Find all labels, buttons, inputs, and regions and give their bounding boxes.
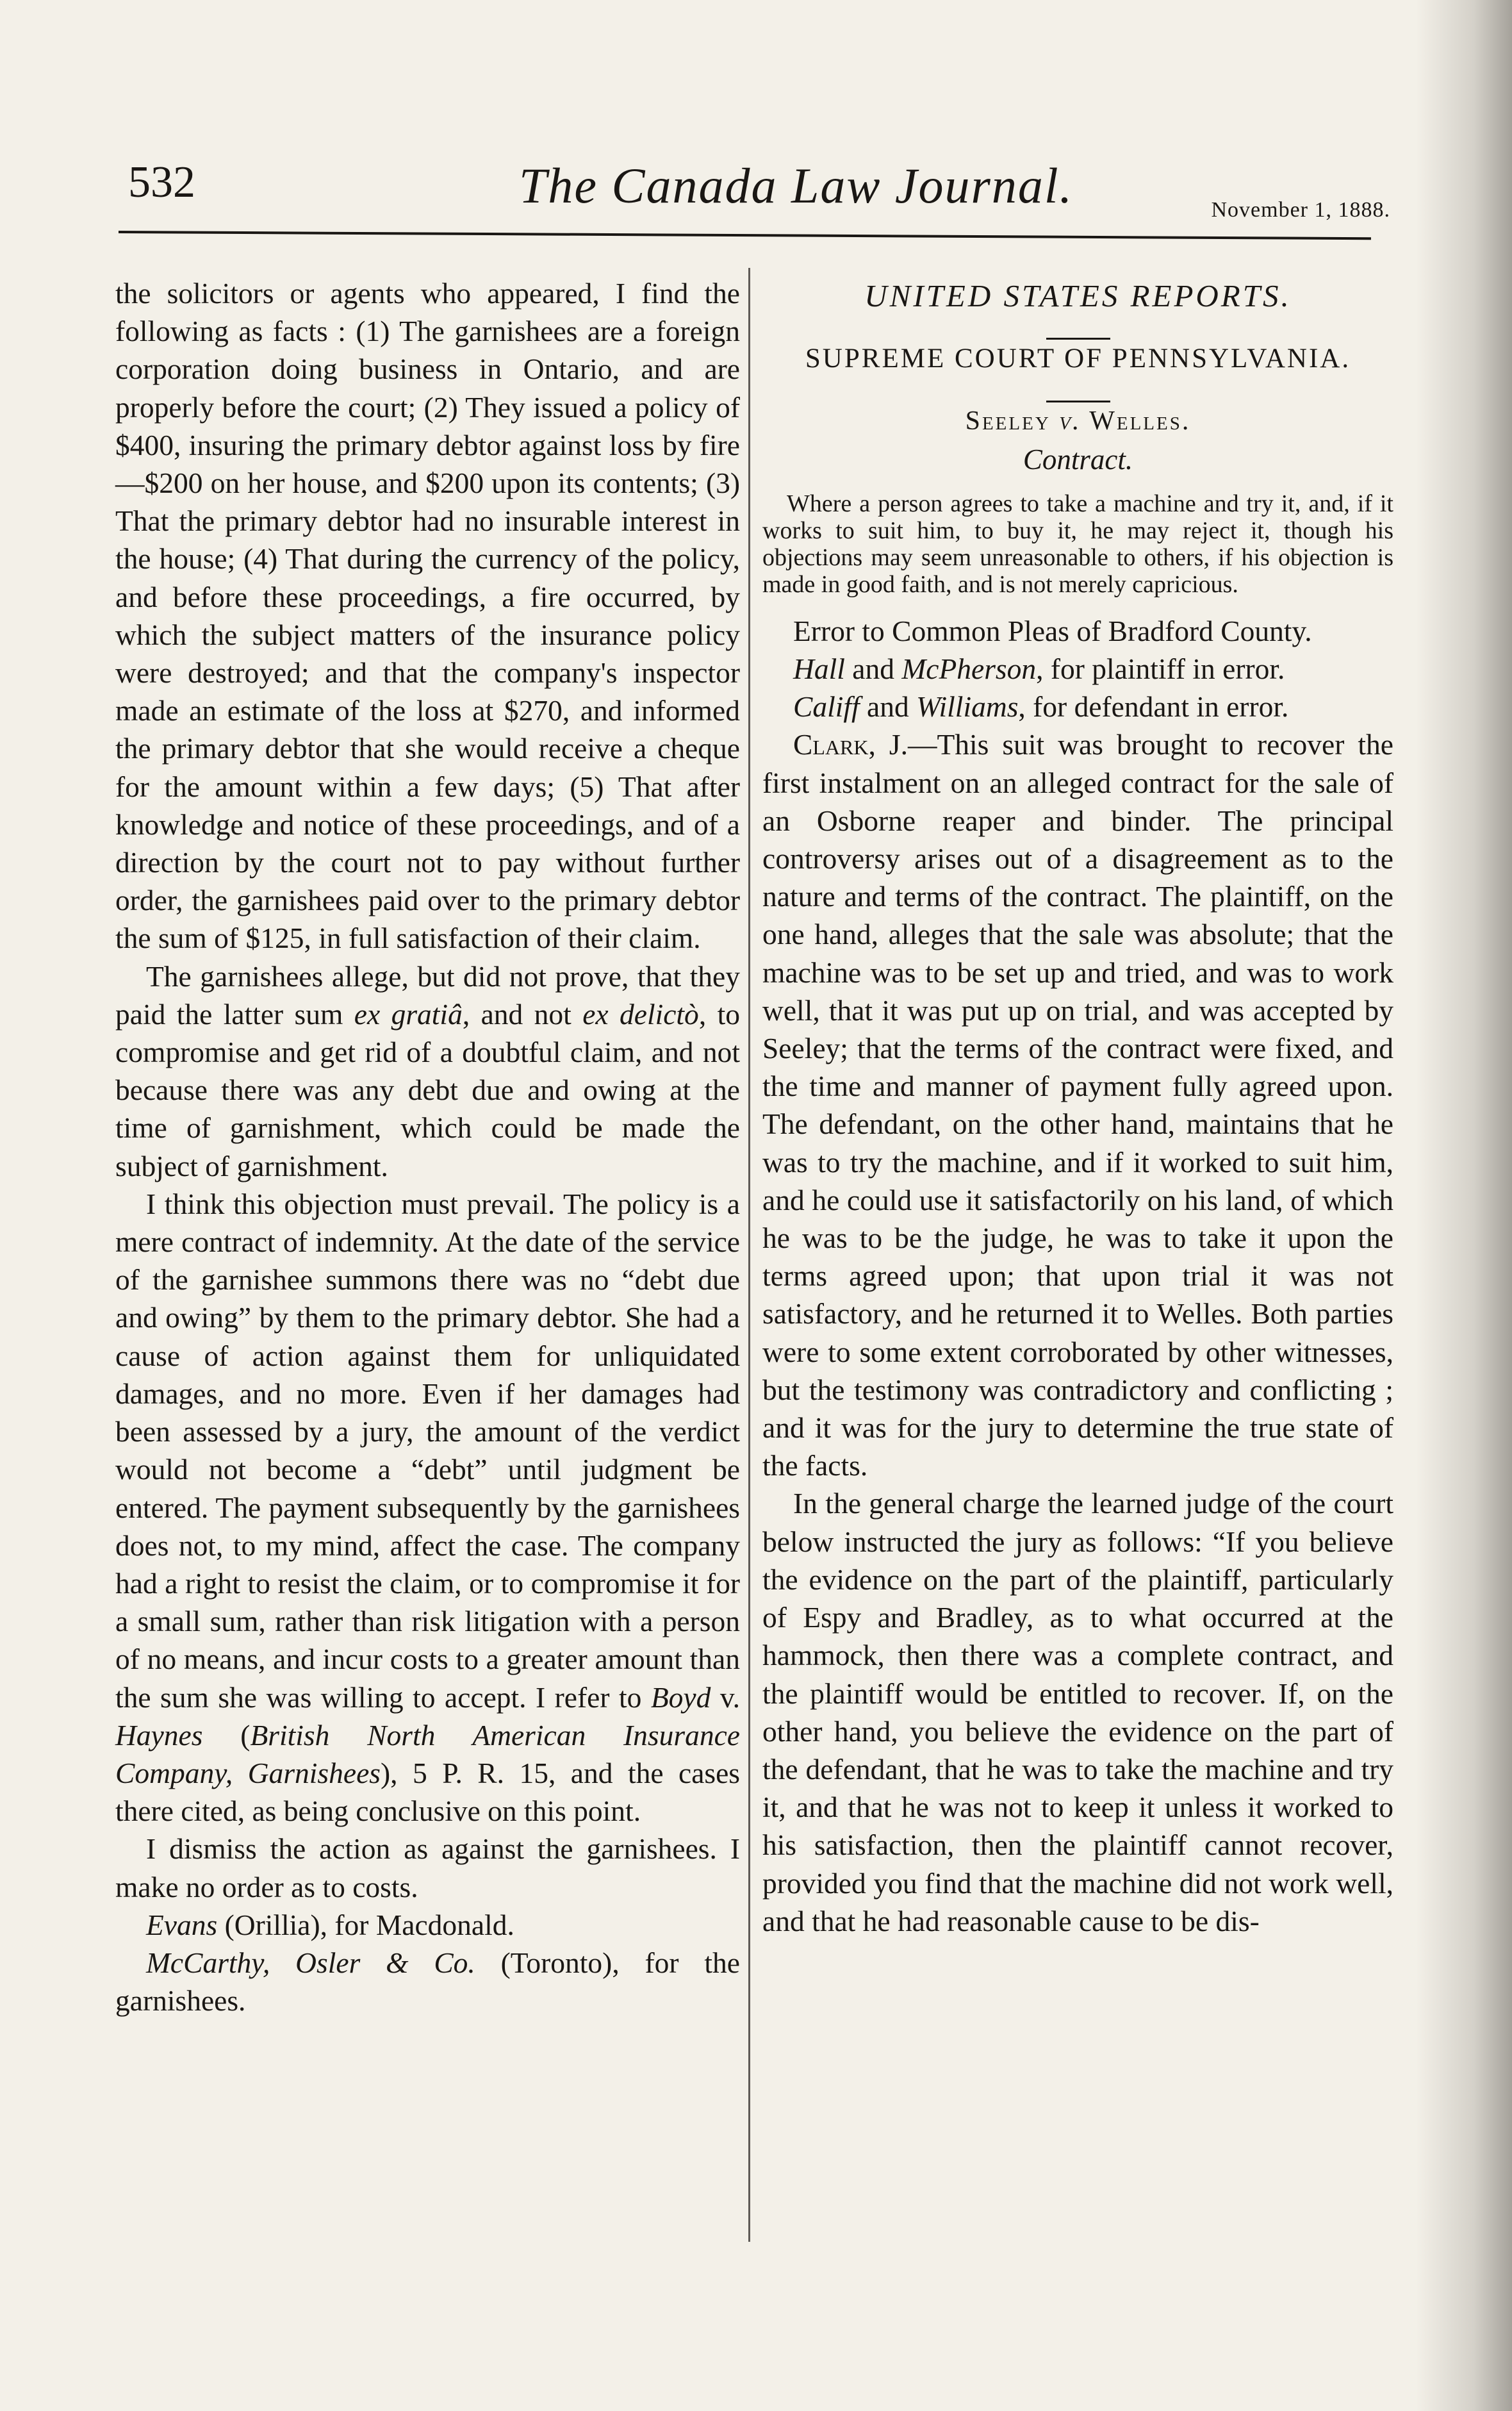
- disposition-paragraph: I dismiss the action as against the garnishees. I make no order as to costs.: [115, 1832, 740, 1903]
- counsel-line-garnishees: McCarthy, Osler & Co. (Toronto), for the garnishees.: [115, 1946, 740, 2017]
- counsel-line-defendant: Califf and Williams, for defendant in error.: [793, 690, 1289, 724]
- journal-title: The Canada Law Journal.: [519, 158, 1074, 213]
- allegation-paragraph: The garnishees allege, but did not prove, that they paid the latter sum ex gratiâ, and not ex delictò, to compromise and get rid of a doubtful claim, and not because there was any debt due and owing at the time of garnishment, which could be made the subject of garnishment.: [115, 959, 740, 1182]
- section-title: UNITED STATES REPORTS.: [864, 278, 1292, 313]
- court-name: SUPREME COURT OF PENNSYLVANIA.: [805, 344, 1351, 374]
- case-name: Seeley v. Welles.: [965, 406, 1191, 436]
- facts-paragraph: the solicitors or agents who appeared, I find the following as facts : (1) The garnishees are a foreign corporation doing business in Ontario, and are properly before the court; (2) They issued a policy of $400, insuring the primary debtor against loss by fire—$200 on her house, and $200 upon its contents; (3) That the primary debtor had no insurable interest in the house; (4) That during the currency of the policy, and before these proceedings, a fire occurred, by which the subject matters of the insurance policy were destroyed; and that the company's inspector made an estimate of the loss at $270, and informed the primary debtor that she would receive a cheque for the amount within a few days; (5) That after knowledge and notice of these proceedings, and of a direction by the court not to pay without further order, the garnishees paid over to the primary debtor the sum of $125, in full satisfaction of their claim.: [115, 277, 740, 955]
- page-header: [122, 157, 1390, 234]
- jury-charge-paragraph: In the general charge the learned judge of the court below instructed the jury as follows: “If you believe the evidence on the part of the plaintiff, particularly of Espy and Bradley, as to what occurred at the hammock, then there was a complete contract, and the plaintiff would be entitled to recover. If, on the other hand, you believe the evidence on the part of the defendant, that he was to take the machine and try it, and that he was not to keep it unless it worked to his satisfaction, then the plaintiff cannot recover, provided you find that the machine did not work well, and that he had reasonable cause to be dis-: [762, 1487, 1393, 1937]
- headnote: Where a person agrees to take a machine and try it, and, if it works to suit him, to buy it, he may reject it, though his objections may seem unreasonable to others, if his objection is made in good faith, and is not merely capricious.: [762, 490, 1393, 598]
- page-edge-shadow: [1416, 0, 1512, 2411]
- right-column: [762, 277, 1393, 1940]
- left-column: [115, 274, 740, 2019]
- holding-paragraph: I think this objection must prevail. The policy is a mere contract of indemnity. At the date of the service of the garnishee summons there was no “debt due and owing” by them to the primary debtor. She had a cause of action against them for unliquidated damages, and no more. Even if her damages had been assessed by a jury, the amount of the verdict would not become a “debt” until judgment be entered. The payment subsequently by the garnishees does not, to my mind, affect the case. The company had a right to resist the claim, or to compromise it for a small sum, rather than risk litigation with a person of no means, and incur costs to a greater amount than the sum she was willing to accept. I refer to Boyd v. Haynes (British North American Insurance Company, Garnishees), 5 P. R. 15, and the cases there cited, as being conclusive on this point.: [115, 1187, 741, 1828]
- case-topic: Contract.: [1023, 443, 1133, 476]
- error-to-line: Error to Common Pleas of Bradford County.: [793, 614, 1312, 647]
- issue-date: November 1, 1888.: [1211, 198, 1390, 222]
- column-divider: [748, 268, 750, 2242]
- counsel-line-macdonald: Evans (Orillia), for Macdonald.: [146, 1908, 514, 1941]
- counsel-line-plaintiff: Hall and McPherson, for plaintiff in error.: [793, 652, 1285, 686]
- page-number: 532: [128, 158, 195, 207]
- opinion-paragraph: Clark, J.—This suit was brought to recover the first instalment on an alleged contract for the sale of an Osborne reaper and binder. The principal controversy arises out of a disagreement as to the nature and terms of the contract. The plaintiff, on the one hand, alleges that the sale was absolute; that the machine was to be set up and tried, and was to work well, that it was put up on trial, and was accepted by Seeley; that the terms of the contract were fixed, and the time and manner of payment fully agreed upon. The defendant, on the other hand, maintains that he was to try the machine, and if it worked to suit him, and he could use it satisfactorily on his land, of which he was to be the judge, he was to take it upon the terms agreed upon; that upon trial it was not satisfactory, and he returned it to Welles. Both parties were to some extent corroborated by other witnesses, but the testimony was contradictory and conflicting ; and it was for the jury to determine the true state of the facts.: [762, 728, 1393, 1482]
- judge-name: Clark, J.: [793, 728, 908, 761]
